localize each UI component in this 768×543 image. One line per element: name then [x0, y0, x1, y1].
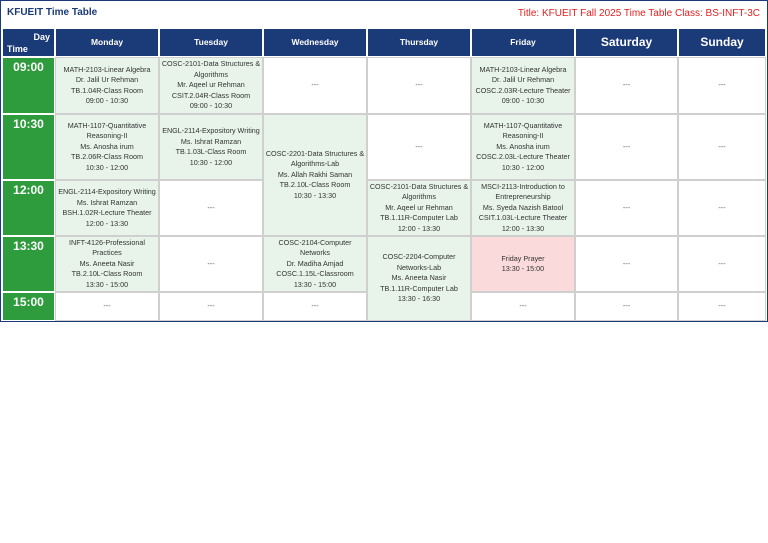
day-header-monday — [55, 28, 159, 57]
day-header-tuesday — [159, 28, 263, 57]
class-slot-line: COSC-2204-Computer Networks-Lab — [382, 252, 456, 272]
time-slot-1500 — [2, 292, 55, 321]
class-slot-text — [64, 65, 151, 107]
time-slot-1330 — [2, 236, 55, 292]
empty-slot-label: --- — [519, 301, 527, 311]
class-slot-line: Dr. Jalil Ur Rehman — [491, 75, 555, 84]
class-slot-line: COSC.2.03L-Lecture Theater — [476, 152, 570, 162]
class-slot-line: Ms. Allah Rakhi Saman — [277, 169, 353, 179]
time-slot-label: 10:30 — [13, 117, 44, 131]
class-slot-line: COSC-2101-Data Structures & Algorithms — [161, 59, 261, 79]
day-header-sunday — [678, 28, 766, 57]
class-slot-line: MATH-2103-Linear Algebra — [63, 64, 151, 74]
class-slot-tue1[interactable] — [159, 57, 263, 114]
empty-slot — [55, 292, 159, 321]
class-slot-line: COSC-2201-Data Structures & Algorithms-Lab — [265, 148, 365, 169]
empty-slot-label: --- — [622, 258, 631, 268]
empty-slot — [575, 236, 678, 292]
class-slot-text — [264, 238, 366, 291]
class-slot-line: ENGL-2114-Expository Writing — [58, 187, 156, 196]
empty-slot-label: --- — [622, 80, 631, 90]
class-slot-line: 13:30 - 15:00 — [293, 279, 337, 289]
class-slot-line: Friday Prayer — [501, 253, 545, 263]
time-slot-label: 09:00 — [13, 60, 44, 74]
class-slot-line: BSH.1.02R-Lecture Theater — [62, 208, 152, 217]
class-slot-fri3[interactable] — [471, 180, 575, 236]
empty-slot-label: --- — [311, 80, 319, 90]
class-slot-wed2[interactable] — [263, 114, 367, 236]
class-slot-mon2[interactable] — [55, 114, 159, 180]
empty-slot — [575, 180, 678, 236]
class-slot-fri4[interactable] — [471, 236, 575, 292]
class-slot-line: Mr. Aqeel ur Rehman — [385, 202, 453, 212]
empty-slot-label: --- — [207, 301, 215, 311]
class-slot-text — [56, 238, 158, 291]
class-slot-line: Ms. Anosha irum — [80, 141, 134, 151]
day-header-label: Thursday — [399, 37, 439, 48]
day-time-corner — [2, 28, 55, 57]
class-slot-line: TB.2.10L-Class Room — [71, 269, 143, 279]
empty-slot — [159, 236, 263, 292]
empty-slot — [159, 180, 263, 236]
class-slot-line: COSC.1.15L-Classroom — [276, 269, 354, 279]
day-header-friday — [471, 28, 575, 57]
class-slot-line: 12:00 - 13:30 — [85, 218, 129, 228]
class-slot-line: TB.2.06R-Class Room — [71, 152, 143, 162]
time-slot-1030 — [2, 114, 55, 180]
empty-slot — [575, 57, 678, 114]
class-slot-line: 10:30 - 12:00 — [189, 157, 233, 167]
class-slot-text — [368, 252, 470, 305]
day-header-saturday — [575, 28, 678, 57]
empty-slot — [678, 114, 766, 180]
empty-slot — [678, 236, 766, 292]
day-header-thursday — [367, 28, 471, 57]
class-slot-line: MATH-2103-Linear Algebra — [479, 64, 567, 74]
corner-day-label: Day — [33, 32, 50, 42]
class-slot-mon1[interactable] — [55, 57, 159, 114]
class-slot-line: Ms. Ishrat Ramzan — [180, 136, 242, 146]
empty-slot — [678, 292, 766, 321]
day-header-label: Monday — [90, 37, 124, 48]
time-slot-0900 — [2, 57, 55, 114]
class-slot-line: Ms. Anosha irum — [496, 141, 550, 151]
class-slot-line: Ms. Ishrat Ramzan — [76, 197, 138, 207]
empty-slot-label: --- — [718, 202, 726, 212]
class-slot-line: 13:30 - 15:00 — [85, 279, 129, 289]
class-slot-line: TB.1.04R-Class Room — [71, 85, 143, 95]
class-slot-line: MATH-1107-Quantitative Reasoning-II — [67, 120, 147, 141]
time-slot-1200 — [2, 180, 55, 236]
class-slot-fri1[interactable] — [471, 57, 575, 114]
empty-slot-label: --- — [207, 258, 215, 268]
app-title: KFUEIT Time Table — [7, 7, 98, 18]
class-slot-line: TB.1.11R-Computer Lab — [380, 283, 458, 293]
class-slot-line: COSC.2.03R-Lecture Theater — [475, 85, 571, 95]
class-slot-line: TB.1.03L-Class Room — [175, 147, 247, 156]
class-slot-text — [162, 126, 260, 168]
class-slot-text — [368, 182, 470, 235]
class-slot-line: 09:00 - 10:30 — [501, 96, 545, 105]
day-header-label: Wednesday — [291, 37, 339, 48]
empty-slot — [159, 292, 263, 321]
day-header-wednesday — [263, 28, 367, 57]
class-slot-text — [58, 187, 156, 229]
class-slot-line: TB.2.10L-Class Room — [279, 180, 351, 190]
day-header-label: Saturday — [600, 35, 653, 50]
empty-slot — [367, 114, 471, 180]
empty-slot — [471, 292, 575, 321]
empty-slot-label: --- — [622, 301, 631, 311]
corner-time-label: Time — [7, 43, 28, 54]
time-slot-label: 15:00 — [13, 295, 44, 309]
time-slot-label: 13:30 — [13, 239, 44, 253]
class-slot-text — [472, 182, 574, 235]
empty-slot — [263, 57, 367, 114]
empty-slot-label: --- — [622, 141, 631, 151]
class-slot-line: COSC-2104-Computer Networks — [278, 237, 352, 258]
day-header-label: Tuesday — [194, 37, 228, 48]
timetable-title: Title: KFUEIT Fall 2025 Time Table Class: BS-INFT-3C — [517, 8, 760, 19]
class-slot-line: Ms. Syeda Nazish Batool — [482, 202, 564, 212]
class-slot-text — [476, 65, 571, 107]
empty-slot — [575, 114, 678, 180]
class-slot-text — [501, 254, 544, 275]
empty-slot-label: --- — [207, 202, 215, 212]
class-slot-line: COSC-2101-Data Structures & Algorithms — [369, 181, 469, 202]
empty-slot-label: --- — [415, 141, 423, 151]
class-slot-mon4[interactable] — [55, 236, 159, 292]
class-slot-line: 09:00 - 10:30 — [189, 101, 233, 111]
class-slot-line: Ms. Aneeta Nasir — [391, 273, 447, 283]
class-slot-text — [264, 149, 366, 202]
class-slot-line: 13:30 - 16:30 — [397, 294, 441, 304]
class-slot-line: MATH-1107-Quantitative Reasoning-II — [483, 120, 563, 141]
title-bar — [0, 0, 766, 28]
class-slot-line: ENGL-2114-Expository Writing — [162, 126, 260, 135]
class-slot-line: TB.1.11R-Computer Lab — [380, 213, 458, 223]
class-slot-line: MSCI-2113-Introduction to Entrepreneurship — [481, 181, 565, 202]
class-slot-line: Dr. Madiha Amjad — [286, 258, 344, 268]
empty-slot-label: --- — [718, 258, 726, 268]
empty-slot-label: --- — [622, 202, 631, 212]
class-slot-line: 12:00 - 13:30 — [397, 223, 441, 233]
class-slot-line: 09:00 - 10:30 — [85, 96, 129, 105]
class-slot-line: Dr. Jalil Ur Rehman — [75, 75, 139, 84]
class-slot-line: CSIT.2.04R-Class Room — [171, 90, 251, 100]
empty-slot — [575, 292, 678, 321]
class-slot-mon3[interactable] — [55, 180, 159, 236]
empty-slot-label: --- — [718, 80, 726, 90]
class-slot-line: 10:30 - 12:00 — [501, 162, 545, 172]
class-slot-tue2[interactable] — [159, 114, 263, 180]
empty-slot-label: --- — [311, 301, 319, 311]
class-slot-line: 12:00 - 13:30 — [501, 223, 545, 233]
class-slot-line: 10:30 - 12:00 — [85, 162, 129, 172]
class-slot-wed4[interactable] — [263, 236, 367, 292]
class-slot-line: 10:30 - 13:30 — [293, 190, 337, 200]
class-slot-thu4[interactable] — [367, 236, 471, 321]
empty-slot-label: --- — [415, 80, 423, 90]
class-slot-line: CSIT.1.03L-Lecture Theater — [478, 213, 568, 223]
time-slot-label: 12:00 — [13, 183, 44, 197]
empty-slot — [678, 57, 766, 114]
class-slot-text — [472, 121, 574, 174]
class-slot-line: Mr. Aqeel ur Rehman — [177, 80, 245, 90]
empty-slot — [263, 292, 367, 321]
empty-slot-label: --- — [718, 141, 726, 151]
class-slot-line: INFT-4126-Professional Practices — [69, 237, 145, 258]
empty-slot — [678, 180, 766, 236]
class-slot-fri2[interactable] — [471, 114, 575, 180]
day-header-label: Sunday — [700, 35, 744, 50]
day-header-label: Friday — [510, 37, 536, 48]
empty-slot-label: --- — [103, 301, 111, 311]
class-slot-line: 13:30 - 15:00 — [501, 264, 545, 273]
class-slot-text — [160, 59, 262, 112]
empty-slot-label: --- — [718, 301, 726, 311]
class-slot-line: Ms. Aneeta Nasir — [79, 258, 135, 268]
empty-slot — [367, 57, 471, 114]
class-slot-thu3[interactable] — [367, 180, 471, 236]
class-slot-text — [56, 121, 158, 174]
